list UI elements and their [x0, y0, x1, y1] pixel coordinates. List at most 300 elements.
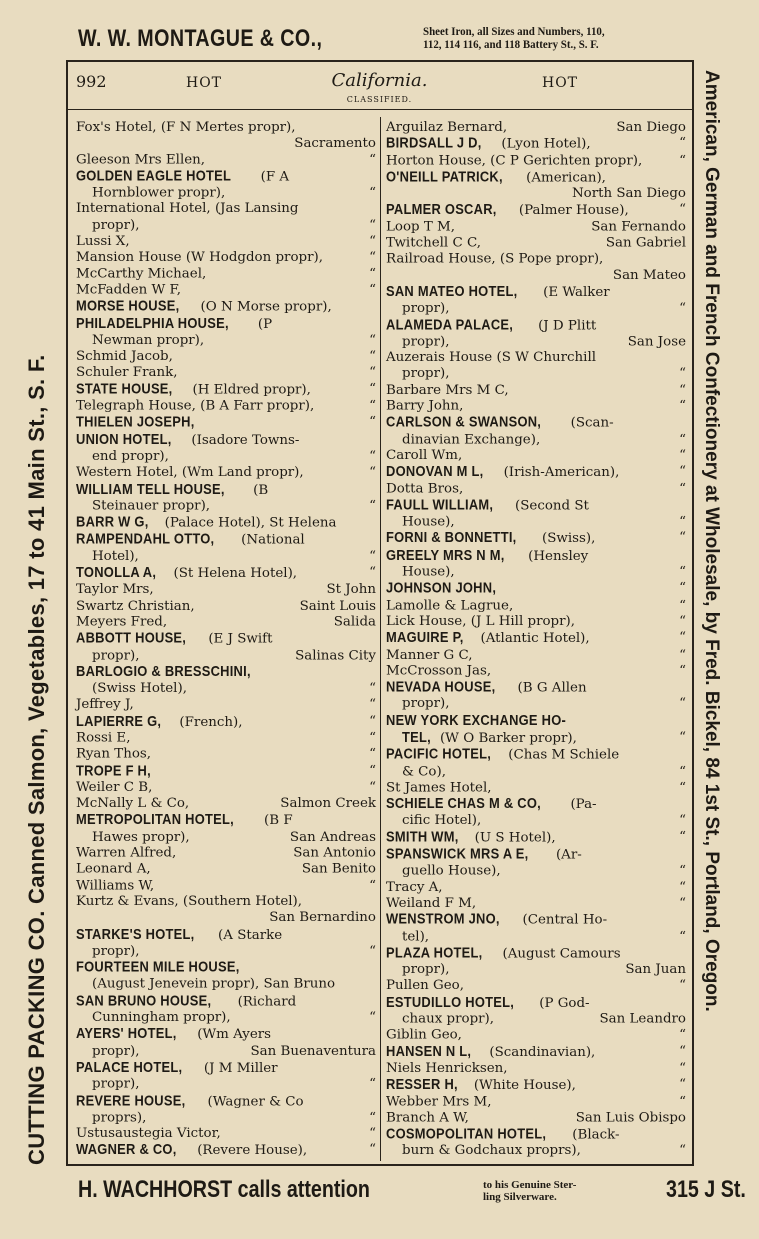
listing-entry	[76, 598, 376, 614]
listing-location: San Juan	[625, 962, 686, 978]
listing-line	[386, 220, 686, 236]
listing-detail: Weiland F M,	[386, 895, 477, 911]
listing-text	[76, 1126, 221, 1142]
listing-detail: Western Hotel, (Wm Land propr),	[76, 465, 304, 481]
listing-text	[386, 548, 588, 565]
listing-text	[386, 1077, 576, 1094]
listing-location: San Mateo	[612, 267, 686, 283]
listing-detail: Kurtz & Evans, (Southern Hotel),	[76, 894, 303, 910]
listing-detail: Newman propr),	[92, 333, 205, 348]
listing-entry	[386, 912, 686, 945]
listing-text	[386, 581, 514, 598]
listing-location: “	[369, 250, 376, 266]
listing-line	[386, 1126, 686, 1143]
listing-line	[386, 1077, 686, 1094]
listing-location: St John	[326, 582, 376, 598]
listing-text	[92, 186, 225, 202]
listing-line	[76, 796, 376, 812]
listing-entry	[386, 252, 686, 284]
listing-text	[76, 316, 272, 333]
listing-entry	[76, 481, 376, 514]
listing-text	[92, 977, 335, 993]
listing-entry	[386, 1110, 686, 1126]
listing-text	[402, 697, 450, 713]
listing-detail: (O N Morse propr),	[196, 299, 332, 315]
listing-location: San Bernardino	[269, 910, 376, 926]
listing-detail: Telegraph House, (B A Farr propr),	[76, 398, 315, 414]
listing-text	[76, 1093, 304, 1110]
listing-entry	[76, 381, 376, 398]
listing-name-bold: COSMOPOLITAN HOTEL,	[386, 1125, 547, 1143]
listing-location: “	[679, 366, 686, 382]
listing-text	[92, 549, 139, 565]
listing-line	[386, 713, 686, 730]
listing-text	[76, 120, 296, 136]
listing-detail: (French),	[175, 714, 243, 730]
listing-line	[386, 1144, 686, 1160]
listing-entry	[76, 812, 376, 845]
listing-detail: (W O Barker propr),	[435, 730, 577, 746]
listing-entry	[386, 464, 686, 481]
listing-line	[76, 1026, 376, 1043]
listing-detail: Niels Henricksen,	[386, 1061, 508, 1076]
listing-text	[92, 681, 187, 697]
listing-text	[76, 299, 332, 316]
listing-location: “	[369, 1110, 376, 1126]
listing-line	[76, 499, 376, 515]
listing-detail: House),	[402, 514, 455, 530]
listing-line	[386, 1110, 686, 1126]
listing-location: “	[369, 465, 376, 481]
listing-location: “	[679, 1027, 686, 1043]
listing-entry	[386, 153, 686, 169]
left-margin-advertisement: CUTTING PACKING CO. Canned Salmon, Vegetables, 17 to 41 Main St., S. F.	[24, 354, 49, 1165]
listing-entry	[76, 1060, 376, 1093]
listing-location: San Leandro	[599, 1011, 686, 1027]
listing-line	[76, 449, 376, 465]
listing-detail: Rossi E,	[76, 730, 131, 746]
listing-text	[386, 136, 591, 153]
listing-text	[386, 236, 481, 252]
listing-text	[402, 813, 481, 829]
listing-detail: (Atlantic Hotel),	[476, 631, 590, 647]
listing-line	[386, 383, 686, 399]
listing-line	[386, 169, 686, 186]
listing-line	[386, 697, 686, 713]
listing-name-bold: DONOVAN M L,	[386, 463, 484, 481]
listing-name-bold: WENSTROM JNO,	[386, 911, 500, 928]
listing-name-bold: BIRDSALL J D,	[386, 135, 482, 152]
listing-text	[92, 830, 190, 846]
listing-name-bold: METROPOLITAN HOTEL,	[76, 811, 235, 829]
listing-text	[386, 664, 491, 680]
listing-detail: Arguilaz Bernard,	[386, 120, 508, 135]
listing-line	[386, 284, 686, 301]
listing-detail: Auzerais House (S W Churchill	[386, 350, 597, 366]
listing-text	[386, 995, 590, 1012]
listing-line	[76, 202, 376, 218]
listing-line	[76, 812, 376, 829]
listing-name-bold: THIELEN JOSEPH,	[76, 413, 195, 431]
listing-line	[76, 631, 376, 648]
listing-name-bold: BARLOGIO & BRESSCHINI,	[76, 663, 251, 680]
listing-detail: (Lyon Hotel),	[497, 137, 591, 152]
listing-location: “	[369, 1076, 376, 1092]
listing-line	[76, 862, 376, 878]
listing-name-bold: ALAMEDA PALACE,	[386, 316, 514, 334]
listing-detail: Tracy A,	[386, 879, 443, 895]
listing-entry	[386, 1077, 686, 1094]
listing-location: “	[679, 432, 686, 447]
listing-location: “	[369, 152, 376, 168]
listing-text	[386, 796, 597, 813]
listing-text	[76, 168, 289, 185]
listing-entry	[76, 365, 376, 381]
listing-entry	[386, 830, 686, 847]
listing-location: “	[369, 780, 376, 796]
listing-name-bold: UNION HOTEL,	[76, 430, 172, 448]
listing-line	[76, 1110, 376, 1126]
listing-text	[386, 847, 582, 864]
listing-text	[76, 365, 177, 381]
listing-text	[76, 615, 167, 631]
listing-line	[76, 465, 376, 481]
listing-entry	[76, 250, 376, 266]
listing-text	[386, 630, 590, 647]
listing-text	[386, 415, 614, 432]
listing-entry	[386, 531, 686, 548]
top-ad-line-2: 112, 114 116, and 118 Battery St., S. F.	[423, 39, 599, 51]
listing-detail: (August Jenevein propr), San Bruno	[92, 977, 336, 992]
listing-entry	[386, 880, 686, 896]
listing-detail: Railroad House, (S Pope propr),	[386, 251, 604, 267]
listing-text	[402, 929, 429, 945]
listing-line	[386, 864, 686, 880]
listing-line	[76, 960, 376, 977]
listing-line	[76, 615, 376, 631]
listing-location: “	[369, 365, 376, 381]
listing-location: “	[679, 464, 686, 480]
listing-location: Sacramento	[294, 136, 376, 152]
listing-name-bold: NEVADA HOUSE,	[386, 678, 496, 696]
left-column	[76, 120, 376, 1160]
listing-text	[76, 565, 297, 582]
listing-detail: Jeffrey J,	[76, 697, 134, 713]
listing-line	[386, 301, 686, 317]
listing-entry	[386, 497, 686, 530]
listing-location: “	[369, 414, 376, 430]
listing-detail: Weiler C B,	[76, 780, 153, 796]
listing-name-bold: SAN BRUNO HOUSE,	[76, 992, 212, 1010]
listing-text	[386, 220, 455, 236]
listing-entry	[386, 664, 686, 680]
listing-detail: Loop T M,	[386, 219, 455, 235]
listing-detail: & Co),	[402, 764, 446, 779]
listing-detail: Barry John,	[386, 398, 464, 414]
listing-detail: (Richard	[233, 994, 297, 1010]
listing-name-bold: STARKE'S HOTEL,	[76, 925, 195, 943]
listing-name-bold: TONOLLA A,	[76, 564, 157, 582]
listing-text	[76, 846, 176, 862]
listing-line	[76, 316, 376, 333]
listing-name-bold: BARR W G,	[76, 513, 149, 531]
listing-location: “	[369, 713, 376, 729]
listing-location: “	[679, 1094, 686, 1110]
listing-location: “	[679, 780, 686, 796]
listing-line	[76, 1093, 376, 1110]
listing-location: “	[369, 681, 376, 697]
listing-text	[76, 714, 242, 731]
listing-line	[386, 680, 686, 697]
listing-detail: McNally L & Co,	[76, 796, 190, 812]
listing-detail: (J M Miller	[199, 1060, 278, 1076]
listing-name-bold: JOHNSON JOHN,	[386, 580, 497, 597]
listing-detail: (Central Ho-	[518, 913, 608, 928]
right-column	[386, 120, 686, 1160]
listing-text	[386, 979, 464, 995]
listing-line	[76, 283, 376, 299]
listing-entry	[386, 747, 686, 780]
listing-entry	[76, 234, 376, 250]
listing-text	[76, 399, 314, 415]
listing-line	[76, 266, 376, 282]
listing-entry	[76, 747, 376, 763]
listing-line	[386, 581, 686, 598]
listing-line	[386, 481, 686, 497]
listing-text	[76, 697, 134, 713]
listing-entry	[76, 399, 376, 415]
listing-line	[386, 880, 686, 896]
bottom-advertisement	[78, 1176, 746, 1212]
listing-text	[92, 333, 204, 349]
listing-detail: propr),	[402, 301, 450, 317]
listing-location: “	[369, 398, 376, 414]
listing-line	[386, 1028, 686, 1044]
listing-entry	[386, 713, 686, 747]
listing-detail: Swartz Christian,	[76, 598, 195, 614]
listing-text	[92, 449, 169, 465]
listing-text	[402, 334, 450, 350]
listing-location: Salmon Creek	[280, 796, 376, 812]
listing-location: “	[369, 349, 376, 365]
listing-entry	[76, 1093, 376, 1126]
listing-detail: House),	[402, 564, 455, 580]
listing-entry	[386, 1028, 686, 1044]
listing-name-bold: ESTUDILLO HOTEL,	[386, 993, 515, 1011]
listing-location: “	[679, 978, 686, 994]
listing-detail: (Black-	[572, 1127, 620, 1143]
listing-location: “	[679, 647, 686, 663]
listing-text	[386, 464, 619, 481]
listing-text	[76, 432, 299, 449]
listing-line	[386, 747, 686, 764]
listing-location: “	[679, 1077, 686, 1093]
listing-detail: Pullen Geo,	[386, 978, 464, 994]
listing-entry	[386, 169, 686, 202]
listing-location: “	[679, 514, 686, 530]
listing-detail: burn & Godchaux proprs),	[402, 1143, 581, 1159]
listing-text	[386, 1061, 508, 1077]
listing-name-bold: CARLSON & SWANSON,	[386, 413, 542, 431]
listing-line	[76, 565, 376, 582]
listing-text	[386, 747, 619, 764]
listing-line	[386, 1094, 686, 1110]
listing-location: “	[369, 565, 376, 581]
listing-location: “	[679, 382, 686, 398]
listing-detail: (Revere House),	[192, 1143, 308, 1159]
listing-detail: Twitchell C C,	[386, 235, 481, 251]
listing-line	[386, 317, 686, 334]
listing-text	[386, 203, 629, 220]
listing-entry	[386, 680, 686, 713]
listing-text	[76, 631, 272, 648]
listing-location: “	[369, 217, 376, 233]
listing-text	[386, 780, 492, 796]
page-number: 992	[76, 72, 107, 91]
listing-location: “	[679, 202, 686, 218]
listing-text	[386, 614, 575, 630]
listing-text	[386, 448, 462, 464]
listing-line	[76, 136, 376, 152]
column-divider	[380, 117, 381, 1161]
listing-location: San Antonio	[293, 845, 376, 861]
listing-entry	[386, 448, 686, 464]
listing-location: “	[369, 1010, 376, 1026]
listing-location: “	[679, 1043, 686, 1059]
running-head-subtitle: CLASSIFIED.	[346, 95, 413, 104]
listing-line	[386, 796, 686, 813]
listing-detail: (St Helena Hotel),	[169, 566, 298, 582]
listing-text	[76, 1026, 271, 1043]
listing-location: “	[679, 136, 686, 151]
listing-line	[386, 614, 686, 630]
listing-name-bold: FOURTEEN MILE HOUSE,	[76, 958, 240, 976]
listing-entry	[76, 266, 376, 282]
listing-line	[386, 647, 686, 663]
listing-line	[386, 464, 686, 481]
listing-detail: (E Walker	[538, 285, 610, 300]
listing-location: “	[679, 663, 686, 679]
listing-entry	[76, 299, 376, 316]
listing-text	[76, 796, 189, 812]
listing-line	[386, 203, 686, 220]
listing-entry	[76, 615, 376, 631]
listing-name-bold: AYERS' HOTEL,	[76, 1025, 177, 1043]
listing-entry	[76, 202, 376, 234]
listing-line	[386, 1012, 686, 1028]
listing-line	[386, 945, 686, 962]
listing-entry	[386, 581, 686, 598]
listing-detail: (Wagner & Co	[203, 1094, 304, 1109]
listing-line	[76, 747, 376, 763]
listing-location: “	[369, 381, 376, 397]
listing-location: “	[369, 1126, 376, 1142]
listing-text	[76, 266, 206, 282]
listing-detail: Cunningham propr),	[92, 1010, 231, 1026]
listing-entry	[386, 598, 686, 614]
listing-line	[386, 730, 686, 747]
listing-detail: (August Camours	[498, 946, 621, 962]
listing-entry	[76, 763, 376, 780]
listing-detail: (Scan-	[566, 415, 614, 431]
listing-entry	[386, 1094, 686, 1110]
listing-text	[386, 1028, 462, 1044]
listing-detail: Hornblower propr),	[92, 185, 226, 201]
listing-entry	[386, 647, 686, 663]
listing-location: San Andreas	[289, 829, 376, 845]
listing-line	[76, 349, 376, 365]
listing-text	[386, 284, 610, 301]
listing-entry	[386, 548, 686, 581]
listing-text	[76, 234, 130, 250]
listing-text	[386, 383, 509, 399]
listing-detail: (Isadore Towns-	[187, 432, 300, 448]
listing-line	[76, 944, 376, 960]
listing-location: “	[679, 153, 686, 169]
listing-line	[76, 1010, 376, 1026]
listing-line	[386, 929, 686, 945]
listing-entry	[386, 796, 686, 829]
listing-location: San Buenaventura	[250, 1043, 376, 1059]
listing-line	[76, 381, 376, 398]
listing-name-bold: WILLIAM TELL HOUSE,	[76, 480, 225, 498]
listing-detail: propr),	[402, 366, 450, 382]
listing-detail: International Hotel, (Jas Lansing	[76, 201, 299, 217]
listing-line	[76, 582, 376, 598]
listing-detail: Hotel),	[92, 549, 139, 564]
listing-text	[92, 648, 140, 664]
listing-entry	[76, 878, 376, 894]
listing-location: “	[369, 878, 376, 893]
listing-text	[402, 962, 450, 978]
listing-text	[386, 497, 589, 514]
listing-name-bold: PALACE HOTEL,	[76, 1058, 183, 1076]
listing-detail: propr),	[92, 647, 140, 663]
listing-location: San Jose	[627, 334, 686, 350]
listing-line	[76, 731, 376, 747]
listing-line	[76, 299, 376, 316]
listing-location: “	[369, 943, 376, 959]
listing-line	[386, 912, 686, 929]
listing-entry	[76, 697, 376, 713]
listing-entry	[386, 780, 686, 796]
listing-location: “	[679, 879, 686, 895]
listing-entry	[386, 236, 686, 252]
listing-text	[76, 993, 296, 1010]
listing-name-bold: SMITH WM,	[386, 828, 459, 846]
listing-name-bold: REVERE HOUSE,	[76, 1092, 186, 1109]
listing-text	[92, 1010, 231, 1026]
listing-entry	[386, 383, 686, 399]
listing-line	[386, 367, 686, 383]
listing-location: “	[679, 598, 686, 613]
listing-text	[386, 1044, 595, 1061]
listing-line	[76, 333, 376, 349]
listing-detail: Horton House, (C P Gerichten propr),	[386, 153, 643, 169]
listing-line	[76, 432, 376, 449]
listing-location: “	[369, 185, 376, 201]
listing-text	[402, 1012, 494, 1028]
listing-text	[92, 1044, 140, 1060]
listing-text	[76, 1143, 307, 1160]
listing-detail: Dotta Bros,	[386, 481, 464, 497]
listing-detail: (F A	[256, 169, 290, 185]
listing-entry	[386, 203, 686, 220]
listing-entry	[76, 862, 376, 878]
listing-location: “	[679, 929, 686, 945]
listing-text	[76, 202, 299, 218]
listing-text	[386, 153, 642, 169]
